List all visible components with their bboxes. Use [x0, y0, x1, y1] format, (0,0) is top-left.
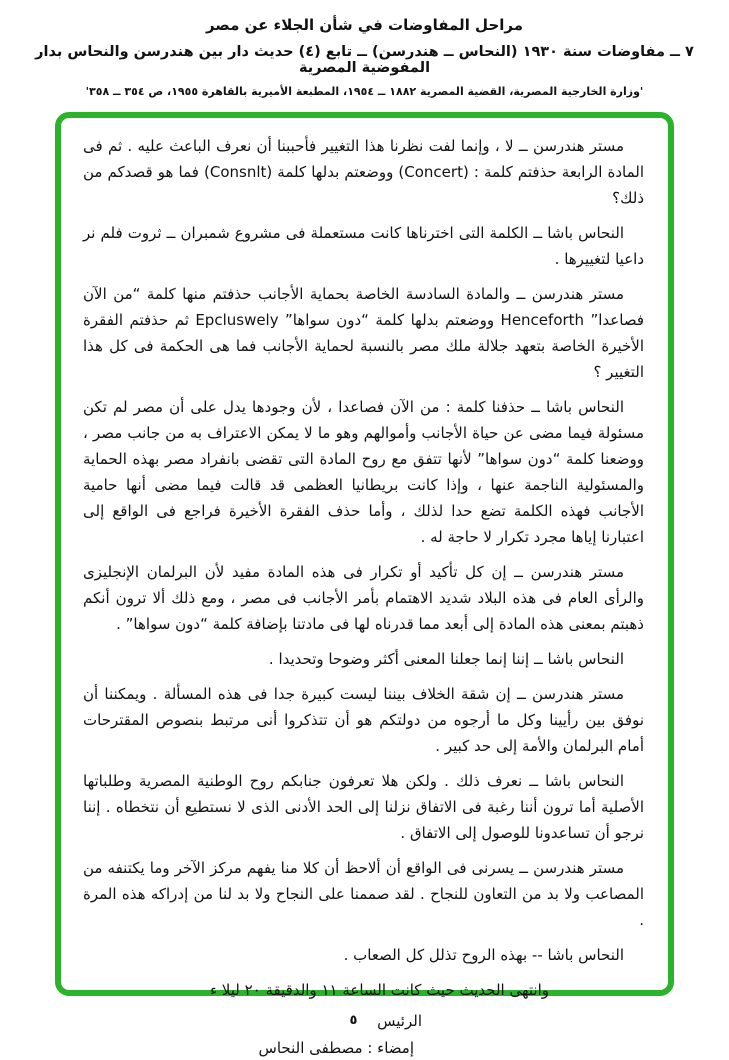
dialogue-paragraph: النحاس باشا -- بهذه الروح تذلل كل الصعاب . — [343, 946, 624, 964]
document-header — [0, 0, 729, 98]
dialogue-paragraph: مستر هندرسن ــ إن كل تأكيد أو تكرار فى هذه المادة مفيد لأن البرلمان الإنجليزى والرأى العام فى هذه البلاد شديد الاهتمام بأمر الأجانب فى مصر ، ومع ذلك ألا ترون أنكم ذهبتم بمعنى هذه المادة إلى أبعد مما قدرناه لها فى مادتنا بإضافة كلمة “دون سواها” . — [83, 563, 644, 633]
dialogue-paragraph: النحاس باشا ــ حذفنا كلمة : من الآن فصاعدا ، لأن وجودها يدل على أن مصر لم تكن مسئولة فيما مضى عن حياة الأجانب وأموالهم وهو ما لا يمكن الاعتراف به من جانب مصر ، ووضعنا كلمة “دون سواها” لأنها تتفق مع روح المادة التى تقضى بانفراد مصر بهذه الحماية والمسئولية الناجمة عنها ، وإذا كانت بريطانيا العظمى قد قالت فيما مضى أنها حامية الأجانب فهذه الكلمة تضع حدا لذلك ، وأما حذف الفقرة الأخيرة فراجع فى الواقع إلى اعتبارنا إياها مجرد تكرار لا حاجة له . — [83, 398, 644, 546]
signature-name: إمضاء : مصطفى النحاس — [258, 1039, 414, 1057]
document-frame — [55, 112, 674, 1057]
document-subtitle: ٧ ــ مفاوضات سنة ١٩٣٠ (النحاس ــ هندرسن) ــ تابع (٤) حديث دار بين هندرسن والنحاس بدار المفوضية المصرية — [35, 44, 694, 76]
closing-statement: وانتهى الحديث حيث كانت الساعة ١١ والدقيقة ٢٠ ليلا ء — [209, 981, 549, 999]
dialogue-paragraph: مستر هندرسن ــ إن شقة الخلاف بيننا ليست كبيرة جدا فى هذه المسألة . ويمكننا أن نوفق بين رأيينا وكل ما أرجوه من دولتكم هو أن تتذكروا أنى مرتبط بنصوص المقترحات أمام البرلمان والأمة إلى حد كبير . — [83, 685, 644, 755]
dialogue-paragraph: النحاس باشا ــ إننا إنما جعلنا المعنى أكثر وضوحا وتحديدا . — [268, 650, 624, 668]
dialogue-paragraph: مستر هندرسن ــ والمادة السادسة الخاصة بحماية الأجانب حذفتم منها كلمة “من الآن فصاعدا” Henceforth ووضعتم بدلها كلمة “دون سواها” Epcluswely ثم حذفتم الفقرة الأخيرة الخاصة بتعهد جلالة ملك مصر بالنسبة لحماية الأجانب فما هى الحكمة فى كل هذا التغيير ؟ — [83, 285, 645, 381]
dialogue-paragraph: النحاس باشا ــ الكلمة التى اخترناها كانت مستعملة فى مشروع شمبران ــ ثروت فلم نر داعيا لتغييرها . — [83, 224, 644, 268]
dialogue-paragraph: مستر هندرسن ــ لا ، وإنما لفت نظرنا هذا التغيير فأحببنا أن نعرف الباعث عليه . ثم فى المادة الرابعة حذفتم كلمة : (Concert) ووضعتم بدلها كلمة (Consnlt) فما هو قصدكم من ذلك؟ — [83, 137, 645, 207]
page-number: ٥ — [349, 1013, 358, 1028]
signature-title: الرئيس — [377, 1012, 422, 1030]
dialogue-paragraph: مستر هندرسن ــ يسرنى فى الواقع أن ألاحظ أن كلا منا يفهم مركز الآخر وما يكتنفه من المصاعب ولا بد من التعاون للنجاح . لقد صممنا على النجاح ولا بد لنا من إدراكه هذه المرة . — [83, 859, 644, 929]
document-title: مراحل المفاوضات في شأن الجلاء عن مصر — [205, 16, 524, 34]
dialogue-paragraph: النحاس باشا ــ نعرف ذلك . ولكن هلا تعرفون جنابكم روح الوطنية المصرية وطلباتها الأصلية أما ترون أننا رغبة فى الاتفاق نزلنا إلى الحد الأدنى الذى لا نستطيع أن نتخطاه . إننا نرجو أن تساعدونا للوصول إلى الاتفاق . — [83, 772, 644, 842]
source-citation: 'وزارة الخارجية المصرية، القضية المصرية ١٨٨٢ ــ ١٩٥٤، المطبعة الأميرية بالقاهرة ١٩٥٥، ص ٣٥٤ ــ ٣٥٨' — [85, 85, 644, 98]
